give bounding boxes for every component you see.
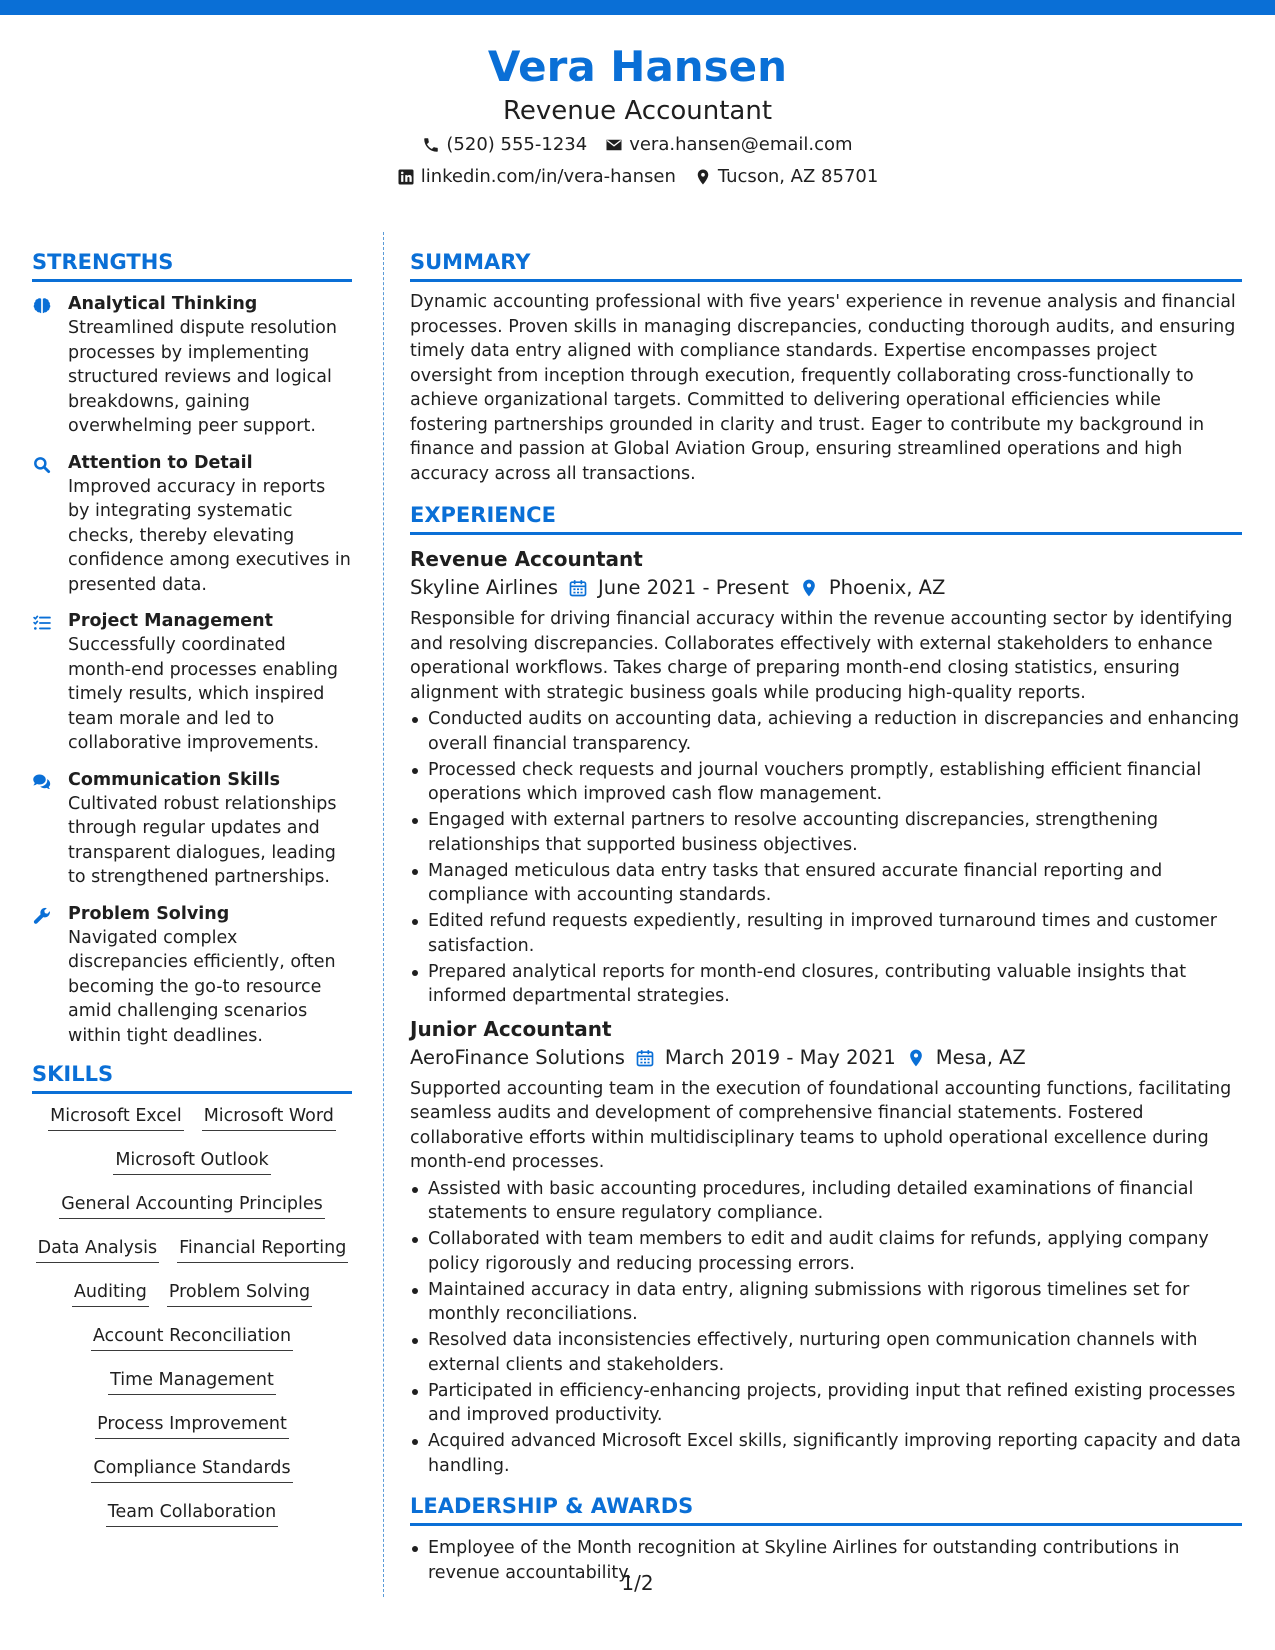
strength-description: Improved accuracy in reports by integrating systematic checks, thereby elevating confidence among executives in presented data. bbox=[68, 476, 351, 595]
strength-title: Project Management bbox=[68, 611, 273, 631]
skill-tag: Time Management bbox=[108, 1368, 276, 1395]
map-pin-icon bbox=[694, 168, 712, 186]
bullet-item: Processed check requests and journal vouchers promptly, establishing efficient financial operations which improved cash flow management. bbox=[410, 758, 1242, 807]
phone-icon bbox=[422, 136, 440, 154]
strengths-heading: STRENGTHS bbox=[32, 248, 352, 282]
strength-description: Successfully coordinated month-end processes enabling timely results, which inspired team morale and led to collaborative improvements. bbox=[68, 635, 338, 753]
skill-row bbox=[32, 1500, 352, 1527]
skill-tag: Microsoft Excel bbox=[48, 1104, 184, 1131]
skills-heading: SKILLS bbox=[32, 1060, 352, 1094]
skill-tag: Account Reconciliation bbox=[91, 1324, 293, 1351]
calendar-icon bbox=[635, 1048, 655, 1068]
company-name: AeroFinance Solutions bbox=[410, 1045, 625, 1069]
company-name: Skyline Airlines bbox=[410, 576, 559, 599]
skill-tag: Auditing bbox=[72, 1280, 149, 1307]
bullet-item: Managed meticulous data entry tasks that ensured accurate financial reporting and compliance with accounting standards. bbox=[410, 859, 1242, 908]
checklist-icon bbox=[32, 609, 54, 756]
email-contact[interactable] bbox=[605, 130, 852, 160]
job-dates-text: March 2019 - May 2021 bbox=[664, 1045, 896, 1069]
page-number: 1/2 bbox=[621, 1571, 654, 1595]
strength-title: Problem Solving bbox=[68, 903, 230, 924]
strength-description: Cultivated robust relationships through regular updates and transparent dialogues, leading to strengthened partnerships. bbox=[68, 793, 337, 887]
job-location bbox=[906, 1043, 1026, 1073]
linkedin-text: linkedin.com/in/vera-hansen bbox=[420, 166, 676, 187]
skill-tag: General Accounting Principles bbox=[59, 1192, 325, 1219]
skill-tag: Financial Reporting bbox=[177, 1236, 348, 1263]
skill-tag: Compliance Standards bbox=[91, 1456, 292, 1483]
strength-description: Navigated complex discrepancies efficiently, often becoming the go-to resource amid challenging scenarios within tight deadlines. bbox=[68, 927, 336, 1046]
skills-list bbox=[32, 1104, 352, 1527]
map-pin-icon bbox=[906, 1048, 926, 1068]
contact-row-1 bbox=[0, 130, 1275, 160]
wrench-icon bbox=[32, 902, 54, 1049]
skill-tag: Microsoft Word bbox=[202, 1104, 336, 1131]
envelope-icon bbox=[605, 136, 623, 154]
skill-row bbox=[32, 1104, 352, 1131]
summary-heading: SUMMARY bbox=[410, 248, 1242, 282]
job-location-text: Mesa, AZ bbox=[935, 1045, 1026, 1069]
resume-header bbox=[0, 38, 1275, 192]
linkedin-icon bbox=[397, 168, 415, 186]
strength-item bbox=[32, 902, 352, 1049]
bullet-item: Resolved data inconsistencies effectively, nurturing open communication channels with external clients and stakeholders. bbox=[410, 1328, 1242, 1377]
strength-title: Communication Skills bbox=[68, 769, 281, 790]
job-dates bbox=[635, 1043, 896, 1073]
calendar-icon bbox=[568, 578, 588, 598]
bullet-item: Edited refund requests expediently, resulting in improved turnaround times and customer satisfaction. bbox=[410, 909, 1242, 958]
map-pin-icon bbox=[799, 578, 819, 598]
top-accent-bar bbox=[0, 0, 1275, 15]
job-meta bbox=[410, 1043, 1242, 1073]
bullet-item: Collaborated with team members to edit and audit claims for refunds, applying company policy rigorously and reducing processing errors. bbox=[410, 1227, 1242, 1276]
skill-row bbox=[32, 1368, 352, 1395]
summary-text: Dynamic accounting professional with five years' experience in revenue analysis and financial processes. Proven skills in managing discrepancies, conducting thorough audits, and ensuring timely data entry aligned with compliance standards. Expertise encompasses project oversight from inception through execution, frequently collaborating cross-functionally to achieve organizational targets. Committed to delivering operational efficiencies while fostering partnerships grounded in clarity and trust. Eager to contribute my background in finance and passion at Global Aviation Group, ensuring streamlined operations and high accuracy across all transactions. bbox=[410, 292, 1236, 484]
job-entry bbox=[410, 1015, 1242, 1479]
bullet-item: Maintained accuracy in data entry, aligning submissions with rigorous timelines set for monthly reconciliations. bbox=[410, 1278, 1242, 1327]
bullet-item: Prepared analytical reports for month-end closures, contributing valuable insights that informed departmental strategies. bbox=[410, 960, 1242, 1009]
bullet-item: Conducted audits on accounting data, achieving a reduction in discrepancies and enhancing overall financial transparency. bbox=[410, 707, 1242, 756]
skill-tag: Process Improvement bbox=[95, 1412, 289, 1439]
phone-contact[interactable] bbox=[422, 130, 587, 160]
strength-title: Attention to Detail bbox=[68, 452, 253, 473]
strength-item bbox=[32, 768, 352, 890]
bullet-item: Assisted with basic accounting procedures, including detailed examinations of financial statements to ensure regulatory compliance. bbox=[410, 1177, 1242, 1226]
job-entry bbox=[410, 545, 1242, 1009]
skill-row bbox=[32, 1148, 352, 1175]
job-title: Junior Accountant bbox=[410, 1016, 612, 1041]
skill-tag: Data Analysis bbox=[36, 1236, 159, 1263]
skill-tag: Microsoft Outlook bbox=[113, 1148, 270, 1175]
candidate-name: Vera Hansen bbox=[487, 42, 788, 91]
contact-row-2 bbox=[0, 162, 1275, 192]
search-icon bbox=[32, 451, 54, 598]
job-location-text: Phoenix, AZ bbox=[828, 576, 946, 599]
brain-icon bbox=[32, 292, 54, 439]
location-text: Tucson, AZ 85701 bbox=[717, 166, 879, 187]
strength-description: Streamlined dispute resolution processes by implementing structured reviews and logical breakdowns, gaining overwhelming peer support. bbox=[68, 318, 337, 436]
job-description: Responsible for driving financial accuracy within the revenue accounting sector by identifying and resolving discrepancies. Collaborates effectively with external stakeholders to enhance operational workflows. Takes charge of preparing month-end closing statistics, ensuring alignment with strategic business goals while producing high-quality reports. bbox=[410, 609, 1233, 703]
right-column bbox=[410, 248, 1242, 1591]
strength-title: Analytical Thinking bbox=[68, 294, 258, 314]
bullet-item: Acquired advanced Microsoft Excel skills, significantly improving reporting capacity and data handling. bbox=[410, 1429, 1242, 1478]
job-bullets bbox=[410, 1177, 1242, 1479]
strength-item bbox=[32, 451, 352, 598]
job-meta bbox=[410, 573, 1242, 603]
strength-item bbox=[32, 292, 352, 439]
location-contact bbox=[694, 162, 878, 192]
job-title: Revenue Accountant bbox=[410, 547, 643, 571]
strength-item bbox=[32, 609, 352, 756]
chat-icon bbox=[32, 768, 54, 890]
leadership-heading: LEADERSHIP & AWARDS bbox=[410, 1492, 1242, 1526]
skill-row bbox=[32, 1280, 352, 1307]
candidate-title: Revenue Accountant bbox=[502, 96, 773, 126]
bullet-item: Engaged with external partners to resolve accounting discrepancies, strengthening relationships that supported business objectives. bbox=[410, 808, 1242, 857]
skill-tag: Problem Solving bbox=[167, 1280, 312, 1307]
skill-row bbox=[32, 1236, 352, 1263]
bullet-item: Employee of the Month recognition at Skyline Airlines for outstanding contributions in revenue accountability. bbox=[410, 1536, 1242, 1585]
job-bullets bbox=[410, 707, 1242, 1009]
bullet-item: Participated in efficiency-enhancing projects, providing input that refined existing processes and improved productivity. bbox=[410, 1379, 1242, 1428]
job-dates bbox=[568, 573, 789, 603]
skill-row bbox=[32, 1192, 352, 1219]
phone-text: (520) 555-1234 bbox=[446, 134, 588, 155]
skill-row bbox=[32, 1456, 352, 1483]
skill-tag: Team Collaboration bbox=[106, 1500, 278, 1527]
job-location bbox=[799, 573, 945, 603]
left-column bbox=[32, 248, 352, 1544]
job-dates-text: June 2021 - Present bbox=[598, 576, 789, 599]
skill-row bbox=[32, 1412, 352, 1439]
column-divider bbox=[383, 232, 384, 1597]
job-description: Supported accounting team in the execution of foundational accounting functions, facilitating seamless audits and development of comprehensive financial statements. Fostered collaborative efforts within multidisciplinary teams to uphold operational excellence during month-end processes. bbox=[410, 1078, 1232, 1172]
linkedin-contact[interactable] bbox=[397, 162, 676, 192]
email-text: vera.hansen@email.com bbox=[629, 134, 853, 155]
experience-heading: EXPERIENCE bbox=[410, 501, 1242, 535]
skill-row bbox=[32, 1324, 352, 1351]
